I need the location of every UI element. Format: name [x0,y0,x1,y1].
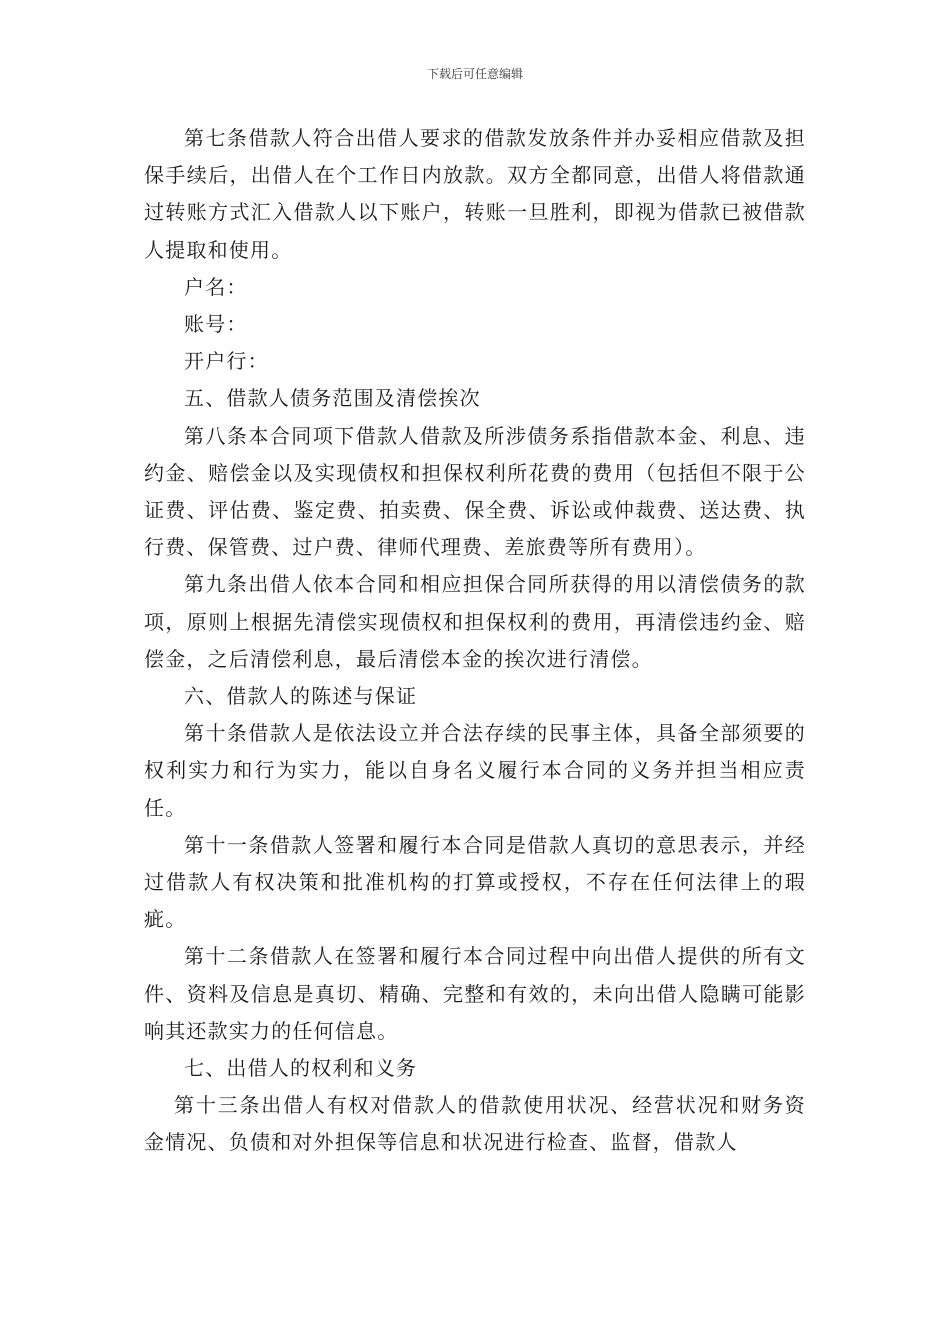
article-9-paragraph: 第九条出借人依本合同和相应担保合同所获得的用以清偿债务的款项，原则上根据先清偿实现债权和担保权利的费用，再清偿违约金、赔偿金，之后清偿利息，最后清偿本金的挨次进行清偿。 [144,572,806,671]
account-name-field: 户名： [184,274,248,299]
article-12-paragraph: 第十二条借款人在签署和履行本合同过程中向出借人提供的所有文件、资料及信息是真切、精确、完整和有效的，未向出借人隐瞒可能影响其还款实力的任何信息。 [144,944,806,1043]
section-6-heading: 六、借款人的陈述与保证 [184,684,418,709]
article-11-paragraph: 第十一条借款人签署和履行本合同是借款人真切的意思表示，并经过借款人有权决策和批准机构的打算或授权，不存在任何法律上的瑕疵。 [144,832,806,932]
article-8-paragraph: 第八条本合同项下借款人借款及所涉债务系指借款本金、利息、违约金、赔偿金以及实现债权和担保权利所花费的费用（包括但不限于公证费、评估费、鉴定费、拍卖费、保全费、诉讼或仲裁费、送达费、执行费、保管费、过户费、律师代理费、差旅费等所有费用）。 [144,423,806,560]
article-7-paragraph: 第七条借款人符合出借人要求的借款发放条件并办妥相应借款及担保手续后，出借人在个工作日内放款。双方全都同意，出借人将借款通过转账方式汇入借款人以下账户，转账一旦胜利，即视为借款已被借款人提取和使用。 [144,126,806,262]
page-header: 下载后可任意编辑 [426,67,523,81]
article-13-paragraph: 第十三条出借人有权对借款人的借款使用状况、经营状况和财务资金情况、负债和对外担保等信息和状况进行检查、监督，借款人 [144,1093,806,1155]
account-number-field: 账号： [184,312,248,337]
article-10-paragraph: 第十条借款人是依法设立并合法存续的民事主体，具备全部须要的权利实力和行为实力，能以自身名义履行本合同的义务并担当相应责任。 [144,721,806,820]
bank-field: 开户行： [184,349,269,374]
section-5-heading: 五、借款人债务范围及清偿挨次 [184,386,481,411]
section-7-heading: 七、出借人的权利和义务 [184,1056,418,1081]
document-body [144,120,806,1162]
